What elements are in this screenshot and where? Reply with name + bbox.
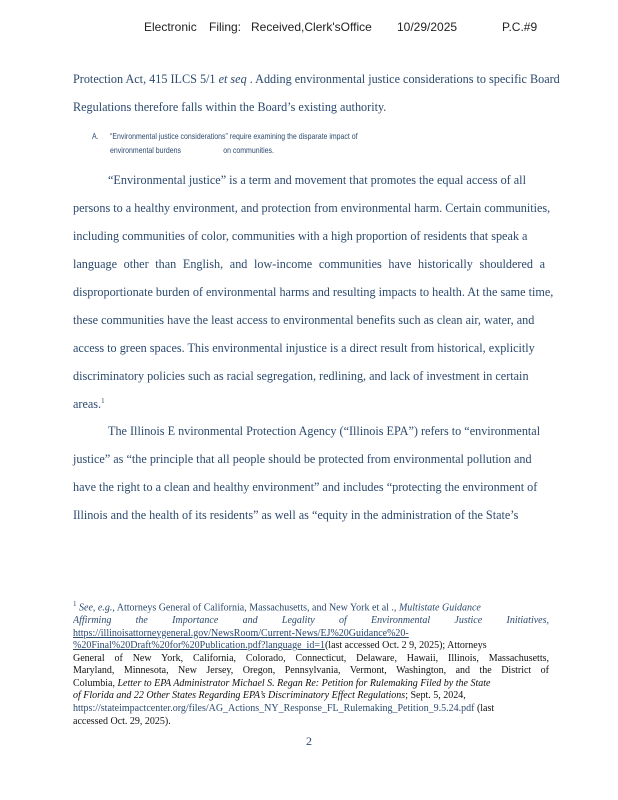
para2-line: Illinois and the health of its residents” as well as “equity in the administration of the State’s <box>73 508 519 522</box>
para2-line: have the right to a clean and healthy environment” and includes “protecting the environment of <box>73 480 538 494</box>
para1-line: discriminatory policies such as racial segregation, redlining, and lack of investment in certain <box>73 369 529 383</box>
header-date: 10/29/2025 <box>397 20 458 34</box>
header-electronic: Electronic <box>144 20 197 34</box>
footnote-line: Affirming the Importance and Legality of Environmental Justice Initiatives, <box>73 614 549 626</box>
para1-line: language other than English, and low-income communities have historically shouldered a <box>73 257 545 271</box>
footnote-line: of Florida and 22 Other States Regarding EPA’s Discriminatory Effect Regulations; Sept. 5, 2024, <box>73 690 466 702</box>
para1-last-line: areas.$^1$ <box>73 397 105 412</box>
para1-line: these communities have the least access to environmental benefits such as clean air, water, and <box>73 313 535 327</box>
footnote-line: https://stateimpactcenter.org/files/AG_Actions_NY_Response_FL_Rulemaking_Petition_9.5.24.pdf (last <box>73 703 495 715</box>
header-received: Received,Clerk'sOffice <box>251 20 372 34</box>
footnote-link-stateimpact[interactable]: https://stateimpactcenter.org/files/AG_Actions_NY_Response_FL_Rulemaking_Petition_9.5.24.pdf <box>73 703 475 715</box>
header-filing: Filing: <box>209 20 242 34</box>
footnote-line: General of New York, California, Colorado, Connecticut, Delaware, Hawaii, Illinois, Massachusetts, <box>73 652 549 664</box>
header-pc-number: P.C.#9 <box>502 20 538 34</box>
footnote-line: Columbia, Letter to EPA Administrator Michael S. Regan Re: Petition for Rulemaking Filed by the State <box>73 677 491 689</box>
para1-line: access to green spaces. This environmental injustice is a direct result from historical, explicitly <box>73 341 535 355</box>
para1-line: including communities of color, communities with a high proportion of residents that speak a <box>73 229 528 243</box>
heading-line-1: “Environmental justice considerations” require examining the disparate impact of <box>110 131 358 141</box>
heading-line-2b: on communities. <box>223 145 274 155</box>
heading-number: A. <box>92 131 99 141</box>
footnote-link-guidance-cont[interactable]: %20Final%20Draft%20for%20Publication.pdf?language_id=1 <box>73 640 325 652</box>
heading-line-2a: environmental burdens <box>110 145 181 155</box>
footnote-link-guidance[interactable]: https://illinoisattorneygeneral.gov/NewsRoom/Current-News/EJ%20Guidance%20- <box>73 627 409 639</box>
para1-line: “Environmental justice” is a term and movement that promotes the equal access of all <box>108 173 526 187</box>
footnote-line: %20Final%20Draft%20for%20Publication.pdf?language_id=1(last accessed Oct. 2 9, 2025); Attorneys <box>73 640 487 652</box>
para1-line: persons to a healthy environment, and protection from environmental harm. Certain communities, <box>73 201 551 215</box>
footnote-line: Maryland, Minnesota, New Jersey, Oregon, Pennsylvania, Vermont, Washington, and the District of <box>73 665 549 677</box>
para2-line: justice” as “the principle that all people should be protected from environmental pollution and <box>73 452 532 466</box>
intro-line-2: Regulations therefore falls within the Board’s existing authority. <box>73 100 387 114</box>
page-number: 2 <box>306 734 312 748</box>
footnote-reference[interactable]: 1 <box>101 397 105 405</box>
para2-line: The Illinois E nvironmental Protection Agency (“Illinois EPA”) refers to “environmental <box>108 424 541 438</box>
footnote-line: $^1$ See, e.g., Attorneys General of California, Massachusetts, and New York et al ., Multistate Guidance <box>73 600 481 614</box>
footnote-1 <box>73 598 549 728</box>
para1-line: disproportionate burden of environmental harms and resulting impacts to health. At the same time, <box>73 285 554 299</box>
footnote-line: accessed Oct. 29, 2025). <box>73 715 171 727</box>
filing-header <box>0 20 618 38</box>
intro-line-1: Protection Act, 415 ILCS 5/1 et seq . Adding environmental justice considerations to specific Board <box>73 72 560 86</box>
